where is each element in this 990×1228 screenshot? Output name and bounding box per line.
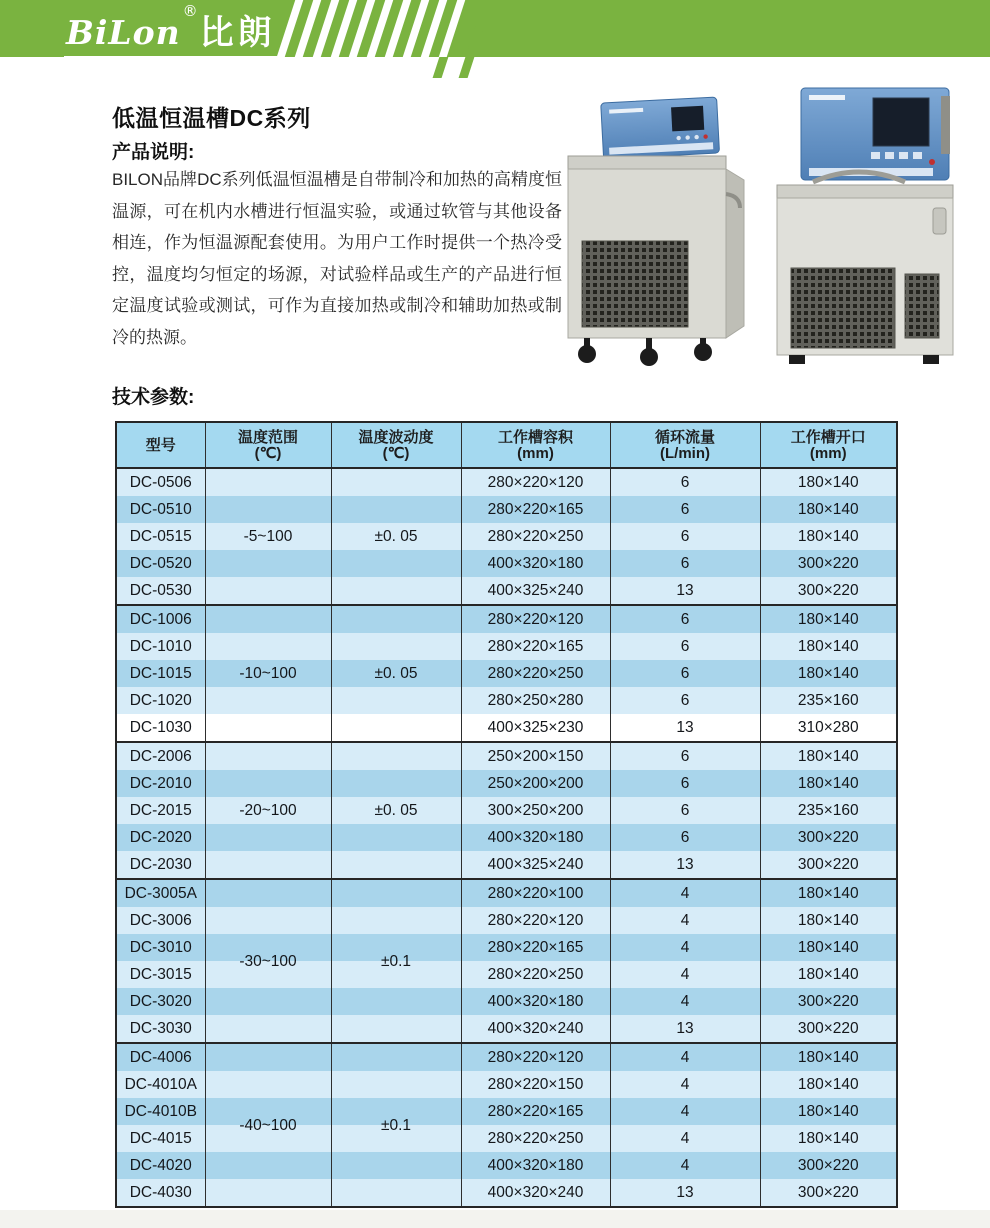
model-cell: DC-4015 — [116, 1125, 205, 1152]
display-screen — [671, 106, 704, 132]
brand-logo — [64, 2, 284, 59]
model-cell: DC-3015 — [116, 961, 205, 988]
bath-rim — [777, 185, 953, 198]
stripe — [459, 20, 487, 78]
fluctuation-cell: ±0.1 — [331, 879, 461, 1043]
flow-cell: 4 — [610, 1098, 760, 1125]
opening-cell: 300×220 — [760, 550, 897, 577]
header-bar — [0, 0, 990, 57]
opening-cell: 180×140 — [760, 1098, 897, 1125]
product-description: BILON品牌DC系列低温恒温槽是自带制冷和加热的高精度恒温源，可在机内水槽进行恒温实验，或通过软管与其他设备相连，作为恒温源配套使用。为用户工作时提供一个热冷受控，温度均匀恒定的场源，对试验样品或生产的产品进行恒定温度试验或测试，可作为直接加热或制冷和辅助加热或制冷的热源。 — [112, 170, 562, 347]
flow-cell: 6 — [610, 770, 760, 797]
volume-cell: 280×250×280 — [461, 687, 610, 714]
fluctuation-cell: ±0. 05 — [331, 742, 461, 879]
product-description-heading: 产品说明: — [112, 142, 195, 163]
opening-cell: 310×280 — [760, 714, 897, 742]
opening-cell: 300×220 — [760, 988, 897, 1015]
flow-cell: 6 — [610, 496, 760, 523]
column-header: 温度范围 (℃) — [205, 422, 331, 468]
volume-cell: 400×320×180 — [461, 550, 610, 577]
flow-cell: 6 — [610, 660, 760, 687]
model-cell: DC-0510 — [116, 496, 205, 523]
model-cell: DC-4030 — [116, 1179, 205, 1207]
opening-cell: 300×220 — [760, 577, 897, 605]
volume-cell: 250×200×150 — [461, 742, 610, 770]
model-cell: DC-4010B — [116, 1098, 205, 1125]
flow-cell: 13 — [610, 1015, 760, 1043]
volume-cell: 280×220×250 — [461, 660, 610, 687]
machine-feet — [789, 355, 939, 364]
volume-cell: 280×220×150 — [461, 1071, 610, 1098]
volume-cell: 400×320×180 — [461, 988, 610, 1015]
control-panel — [601, 97, 720, 159]
flow-cell: 6 — [610, 550, 760, 577]
volume-cell: 280×220×165 — [461, 633, 610, 660]
table-row — [116, 605, 897, 633]
technical-parameters-heading: 技术参数: — [112, 387, 195, 408]
opening-cell: 180×140 — [760, 1125, 897, 1152]
column-header: 循环流量 (L/min) — [610, 422, 760, 468]
bath-rim — [568, 156, 726, 169]
model-cell: DC-3010 — [116, 934, 205, 961]
opening-cell: 300×220 — [760, 851, 897, 879]
control-panel — [801, 88, 950, 180]
brand-logo-cn: 比朗 — [199, 13, 276, 53]
model-cell: DC-0506 — [116, 468, 205, 496]
opening-cell: 235×160 — [760, 797, 897, 824]
temp-range-cell: -20~100 — [205, 742, 331, 879]
volume-cell: 400×320×240 — [461, 1015, 610, 1043]
opening-cell: 180×140 — [760, 879, 897, 907]
volume-cell: 280×220×100 — [461, 879, 610, 907]
model-cell: DC-1006 — [116, 605, 205, 633]
model-cell: DC-4010A — [116, 1071, 205, 1098]
model-cell: DC-2010 — [116, 770, 205, 797]
spec-table — [115, 421, 898, 1208]
model-cell: DC-2020 — [116, 824, 205, 851]
volume-cell: 400×320×180 — [461, 1152, 610, 1179]
opening-cell: 180×140 — [760, 1071, 897, 1098]
model-cell: DC-2030 — [116, 851, 205, 879]
product-photo-left — [568, 97, 744, 366]
table-row — [116, 879, 897, 907]
flow-cell: 13 — [610, 577, 760, 605]
opening-cell: 180×140 — [760, 961, 897, 988]
model-cell: DC-4006 — [116, 1043, 205, 1071]
model-cell: DC-2006 — [116, 742, 205, 770]
model-cell: DC-1015 — [116, 660, 205, 687]
model-cell: DC-3020 — [116, 988, 205, 1015]
opening-cell: 300×220 — [760, 1015, 897, 1043]
opening-cell: 300×220 — [760, 1152, 897, 1179]
volume-cell: 280×220×165 — [461, 934, 610, 961]
opening-cell: 180×140 — [760, 633, 897, 660]
opening-cell: 180×140 — [760, 907, 897, 934]
flow-cell: 6 — [610, 468, 760, 496]
flow-cell: 6 — [610, 824, 760, 851]
volume-cell: 400×325×240 — [461, 851, 610, 879]
table-row — [116, 1043, 897, 1071]
volume-cell: 280×220×165 — [461, 1098, 610, 1125]
opening-cell: 180×140 — [760, 523, 897, 550]
opening-cell: 300×220 — [760, 824, 897, 851]
opening-cell: 180×140 — [760, 496, 897, 523]
column-header: 工作槽容积 (mm) — [461, 422, 610, 468]
volume-cell: 250×200×200 — [461, 770, 610, 797]
model-cell: DC-3005A — [116, 879, 205, 907]
flow-cell: 4 — [610, 1125, 760, 1152]
volume-cell: 280×220×120 — [461, 605, 610, 633]
volume-cell: 280×220×250 — [461, 961, 610, 988]
volume-cell: 280×220×120 — [461, 1043, 610, 1071]
model-cell: DC-1010 — [116, 633, 205, 660]
opening-cell: 180×140 — [760, 605, 897, 633]
flow-cell: 4 — [610, 961, 760, 988]
volume-cell: 400×325×240 — [461, 577, 610, 605]
volume-cell: 280×220×120 — [461, 907, 610, 934]
opening-cell: 235×160 — [760, 687, 897, 714]
opening-cell: 180×140 — [760, 742, 897, 770]
flow-cell: 6 — [610, 797, 760, 824]
flow-cell: 6 — [610, 605, 760, 633]
flow-cell: 4 — [610, 879, 760, 907]
table-row — [116, 742, 897, 770]
temp-range-cell: -5~100 — [205, 468, 331, 605]
temp-range-cell: -10~100 — [205, 605, 331, 742]
model-cell: DC-1030 — [116, 714, 205, 742]
opening-cell: 180×140 — [760, 468, 897, 496]
header-stripes — [286, 0, 501, 80]
volume-cell: 280×220×250 — [461, 1125, 610, 1152]
model-cell: DC-0520 — [116, 550, 205, 577]
flow-cell: 4 — [610, 988, 760, 1015]
flow-cell: 4 — [610, 1152, 760, 1179]
model-cell: DC-0530 — [116, 577, 205, 605]
model-cell: DC-3006 — [116, 907, 205, 934]
flow-cell: 4 — [610, 934, 760, 961]
fluctuation-cell: ±0.1 — [331, 1043, 461, 1207]
volume-cell: 280×220×250 — [461, 523, 610, 550]
display-screen — [873, 98, 929, 146]
volume-cell: 280×220×120 — [461, 468, 610, 496]
volume-cell: 400×320×240 — [461, 1179, 610, 1207]
flow-cell: 4 — [610, 907, 760, 934]
flow-cell: 13 — [610, 714, 760, 742]
volume-cell: 280×220×165 — [461, 496, 610, 523]
flow-cell: 6 — [610, 523, 760, 550]
model-cell: DC-4020 — [116, 1152, 205, 1179]
column-header: 温度波动度 (℃) — [331, 422, 461, 468]
brand-logo-script: BiLon — [66, 13, 181, 52]
product-photos — [550, 86, 980, 376]
flow-cell: 13 — [610, 851, 760, 879]
caster-wheels — [578, 338, 712, 366]
page-title: 低温恒温槽DC系列 — [112, 105, 311, 131]
opening-cell: 180×140 — [760, 934, 897, 961]
opening-cell: 180×140 — [760, 660, 897, 687]
ventilation-grille — [791, 268, 895, 348]
model-cell: DC-2015 — [116, 797, 205, 824]
ventilation-grille — [582, 241, 688, 327]
volume-cell: 400×325×230 — [461, 714, 610, 742]
column-header: 工作槽开口 (mm) — [760, 422, 897, 468]
page-footer-area — [0, 1210, 990, 1228]
column-header: 型号 — [116, 422, 205, 468]
registered-trademark-icon: ® — [182, 2, 198, 20]
temp-range-cell: -30~100 — [205, 879, 331, 1043]
flow-cell: 6 — [610, 687, 760, 714]
flow-cell: 4 — [610, 1043, 760, 1071]
model-cell: DC-1020 — [116, 687, 205, 714]
temp-range-cell: -40~100 — [205, 1043, 331, 1207]
model-cell: DC-0515 — [116, 523, 205, 550]
model-cell: DC-3030 — [116, 1015, 205, 1043]
product-photo-right — [777, 88, 953, 364]
fluctuation-cell: ±0. 05 — [331, 468, 461, 605]
opening-cell: 180×140 — [760, 1043, 897, 1071]
volume-cell: 400×320×180 — [461, 824, 610, 851]
volume-cell: 300×250×200 — [461, 797, 610, 824]
flow-cell: 6 — [610, 633, 760, 660]
flow-cell: 6 — [610, 742, 760, 770]
header-row — [116, 422, 897, 468]
table-row — [116, 468, 897, 496]
opening-cell: 180×140 — [760, 770, 897, 797]
flow-cell: 4 — [610, 1071, 760, 1098]
flow-cell: 13 — [610, 1179, 760, 1207]
opening-cell: 300×220 — [760, 1179, 897, 1207]
fluctuation-cell: ±0. 05 — [331, 605, 461, 742]
